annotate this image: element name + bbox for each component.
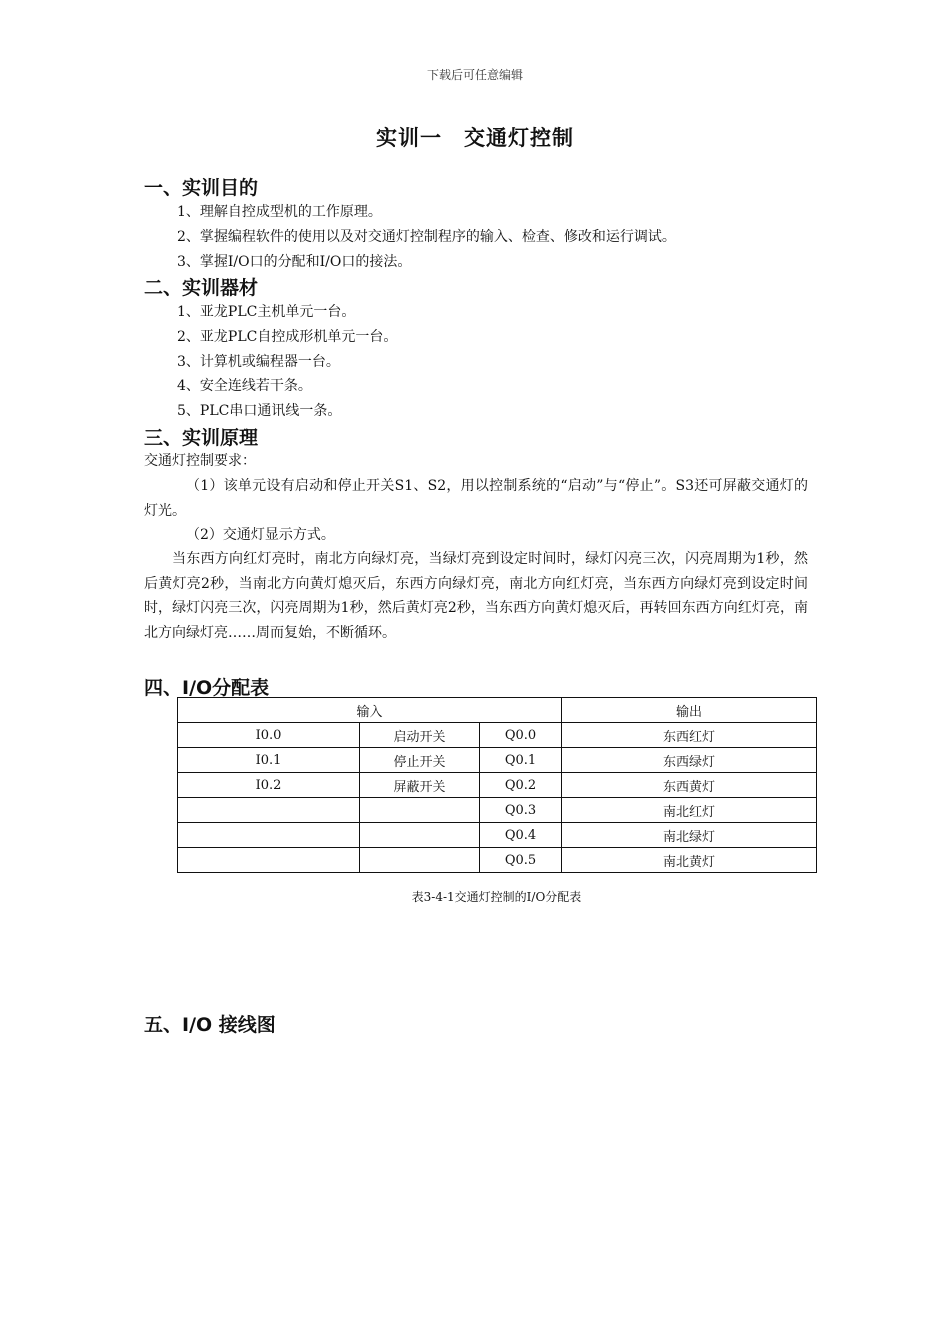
paragraph-display-mode: 当东西方向红灯亮时，南北方向绿灯亮，当绿灯亮到设定时间时，绿灯闪亮三次，闪亮周期为1秒，然后黄灯亮2秒，当南北方向黄灯熄灭后，东西方向绿灯亮，南北方向红灯亮，当东西方向绿灯亮到设定时间时，绿灯闪亮三次，闪亮周期为1秒，然后黄灯亮2秒，当东西方向黄灯熄灭后，再转回东西方向红灯亮，南北方向绿灯亮……周而复始，不断循环。 [144, 551, 808, 641]
table-cell: I0.0 [178, 723, 360, 748]
section-heading-wiring: 五、I/O 接线图 [144, 1014, 276, 1036]
table-cell: Q0.4 [480, 823, 562, 848]
table-caption: 表3-4-1交通灯控制的I/O分配表 [411, 890, 582, 904]
paragraph-intro: 交通灯控制要求： [144, 453, 256, 469]
paragraph-requirement-2: （2）交通灯显示方式。 [186, 527, 335, 543]
table-row [178, 823, 817, 848]
list-item: 4、安全连线若干条。 [177, 378, 312, 394]
document-title: 实训一 交通灯控制 [376, 126, 574, 150]
table-cell: 屏蔽开关 [360, 773, 480, 798]
table-cell: I0.1 [178, 748, 360, 773]
table-cell [360, 823, 480, 848]
table-header-output: 输出 [562, 698, 817, 723]
table-header-row [178, 698, 817, 723]
table-cell [360, 798, 480, 823]
table-cell: Q0.5 [480, 848, 562, 873]
table-cell: 启动开关 [360, 723, 480, 748]
section-heading-io-table: 四、I/O分配表 [144, 677, 270, 699]
table-row [178, 723, 817, 748]
table-cell: Q0.0 [480, 723, 562, 748]
table-cell [178, 798, 360, 823]
section-heading-objectives: 一、实训目的 [144, 177, 259, 199]
table-cell: Q0.2 [480, 773, 562, 798]
table-header-input: 输入 [178, 698, 562, 723]
list-item: 5、PLC串口通讯线一条。 [177, 403, 342, 419]
table-cell: 南北红灯 [562, 798, 817, 823]
table-cell: Q0.1 [480, 748, 562, 773]
table-cell: Q0.3 [480, 798, 562, 823]
table-cell: 东西红灯 [562, 723, 817, 748]
list-item: 3、计算机或编程器一台。 [177, 354, 340, 370]
table-cell: I0.2 [178, 773, 360, 798]
list-item: 2、掌握编程软件的使用以及对交通灯控制程序的输入、检查、修改和运行调试。 [177, 229, 676, 245]
list-item: 1、理解自控成型机的工作原理。 [177, 204, 382, 220]
section-heading-principle: 三、实训原理 [144, 427, 259, 449]
table-row [178, 773, 817, 798]
table-cell: 南北绿灯 [562, 823, 817, 848]
section-heading-equipment: 二、实训器材 [144, 277, 259, 299]
table-row [178, 748, 817, 773]
list-item: 1、亚龙PLC主机单元一台。 [177, 304, 356, 320]
table-row [178, 848, 817, 873]
table-cell: 停止开关 [360, 748, 480, 773]
table-cell [178, 823, 360, 848]
table-row [178, 798, 817, 823]
table-cell: 东西绿灯 [562, 748, 817, 773]
paragraph-requirement-1: （1）该单元设有启动和停止开关S1、S2，用以控制系统的“启动”与“停止”。S3还可屏蔽交通灯的灯光。 [144, 478, 808, 519]
table-cell: 东西黄灯 [562, 773, 817, 798]
table-cell [360, 848, 480, 873]
watermark-text: 下载后可任意编辑 [426, 68, 523, 82]
table-cell [178, 848, 360, 873]
io-allocation-table [177, 697, 817, 873]
table-cell: 南北黄灯 [562, 848, 817, 873]
list-item: 3、掌握I/O口的分配和I/O口的接法。 [177, 254, 412, 270]
list-item: 2、亚龙PLC自控成形机单元一台。 [177, 329, 398, 345]
